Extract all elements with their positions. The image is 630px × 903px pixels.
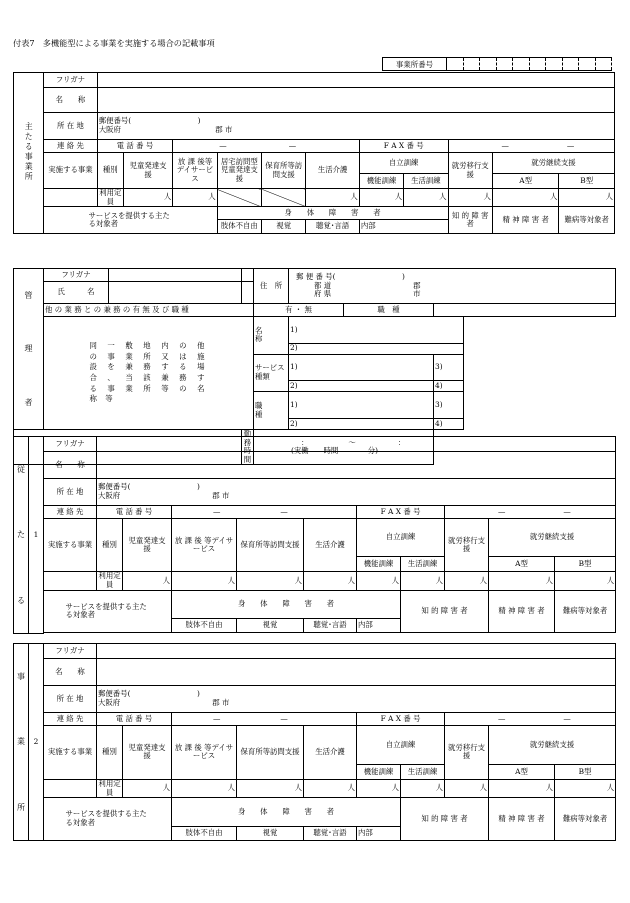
- service-life-training: 生活訓練: [401, 557, 445, 572]
- capacity-field[interactable]: 人: [445, 779, 489, 797]
- capacity-field[interactable]: 人: [555, 779, 616, 797]
- main-office-label: 主たる事業所: [14, 73, 44, 234]
- type-b-label: B型: [559, 174, 615, 189]
- capacity-field[interactable]: 人: [172, 572, 237, 590]
- service-life-training: 生活訓練: [401, 764, 445, 779]
- service-home-visit: 居宅訪問型児童発達支援: [217, 153, 261, 189]
- main-office-table: [13, 72, 615, 234]
- internal-label: 内部: [357, 619, 401, 633]
- service-work-continue: 就労継続支援: [489, 519, 616, 557]
- kind-label: 種別: [97, 153, 123, 189]
- intractable-label: 難病等対象者: [559, 207, 615, 234]
- name-field[interactable]: [97, 659, 616, 686]
- address-label: 所 在 地: [44, 479, 97, 506]
- service-life-care: 生活介護: [304, 726, 357, 780]
- work-hours-field[interactable]: ： ～ ：(実働 時間 分): [254, 430, 434, 465]
- service-life-care: 生活介護: [306, 153, 359, 189]
- name-field[interactable]: [97, 88, 614, 113]
- capacity-label: 利用定員: [98, 778, 121, 797]
- internal-label: 内部: [359, 220, 448, 234]
- target-label: サービスを提供する主たる対象者: [44, 798, 172, 841]
- concurrent-job-field[interactable]: 4): [434, 419, 464, 430]
- manager-furigana-field[interactable]: [109, 269, 242, 282]
- service-self-training: 自立訓練: [357, 726, 445, 765]
- capacity-field[interactable]: 人: [237, 572, 304, 590]
- service-nursery-visit: 保育所等訪問支援: [237, 519, 304, 572]
- name-field[interactable]: [97, 452, 616, 479]
- office-number-table: [382, 57, 612, 71]
- capacity-not-applicable: [262, 189, 306, 207]
- name-label: 名 称: [44, 659, 97, 686]
- capacity-field[interactable]: 人: [559, 189, 615, 207]
- furigana-field[interactable]: [97, 644, 616, 659]
- mental-label: 精 神 障 害 者: [489, 798, 555, 841]
- service-function-training: 機能訓練: [357, 764, 401, 779]
- service-child-development: 児童発達支 援: [123, 153, 172, 189]
- furigana-field[interactable]: [97, 73, 614, 88]
- manager-furigana-field[interactable]: [242, 269, 254, 282]
- furigana-field[interactable]: [97, 437, 616, 452]
- office-number-digit[interactable]: [529, 58, 546, 71]
- tel-field[interactable]: — —: [173, 140, 360, 153]
- vision-label: 視覚: [237, 827, 304, 841]
- capacity-field[interactable]: 人: [304, 779, 357, 797]
- office-number-label: 事業所番号: [383, 58, 447, 71]
- capacity-not-applicable: [217, 189, 261, 207]
- office-number-digit[interactable]: [496, 58, 513, 71]
- service-after-school: 放 課 後等デイサービス: [173, 153, 217, 189]
- sub-office-label: 従 た る: [14, 437, 29, 634]
- concurrent-label: 同 一 敷 地 内 の 他 の 事 業 所 又 は 施 設 を 兼 務 す る 場 合 、 当 該 兼 務 す る 事 業 所 等 の 名 称 等: [44, 317, 254, 430]
- fax-field[interactable]: — —: [448, 140, 614, 153]
- capacity-field[interactable]: 人: [123, 779, 172, 797]
- type-a-label: A型: [489, 764, 555, 779]
- capacity-field[interactable]: 人: [173, 189, 217, 207]
- capacity-field[interactable]: 人: [555, 572, 616, 590]
- type-b-label: B型: [555, 764, 616, 779]
- postal-code: 郵便番号( ): [98, 116, 201, 126]
- name-label: 名 称: [44, 452, 97, 479]
- service-work-transition: 就労移行支 援: [445, 519, 489, 572]
- sub-office-2-table: [13, 643, 616, 841]
- address-label: 所 在 地: [44, 686, 97, 713]
- manager-address-field[interactable]: 郵 便 番 号( ) 都 道 郡 府 県 市: [289, 269, 616, 304]
- implemented-business-label: 実施する事業: [44, 519, 97, 572]
- target-label: サービスを提供する主たる対象者: [44, 207, 217, 234]
- capacity-field[interactable]: 人: [401, 572, 445, 590]
- concurrent-name-label: 名 称: [254, 317, 289, 355]
- capacity-field[interactable]: 人: [445, 572, 489, 590]
- service-life-training: 生活訓練: [404, 174, 448, 189]
- target-label: サービスを提供する主たる対象者: [44, 590, 172, 632]
- concurrent-service-field[interactable]: 2): [289, 381, 434, 392]
- limb-label: 肢体不自由: [217, 220, 261, 234]
- physical-disability-label: 身 体 障 害 者: [217, 207, 448, 220]
- page-title: 付表7 多機能型による事業を実施する場合の記載事項: [13, 38, 215, 48]
- service-after-school: 放 課 後 等デイサービス: [172, 726, 237, 780]
- furigana-label: フリガナ: [44, 73, 97, 88]
- tel-field[interactable]: — —: [172, 713, 357, 726]
- city-label: 郡 市: [215, 125, 233, 134]
- prefecture: 大阪府: [98, 125, 121, 134]
- tel-label: 電 話 番 号: [97, 140, 173, 153]
- intellectual-label: 知 的 障 害 者: [401, 798, 489, 841]
- concurrent-name-field[interactable]: 1): [289, 317, 464, 344]
- intellectual-label: 知 的 障 害 者: [448, 207, 492, 234]
- intractable-label: 難病等対象者: [555, 798, 616, 841]
- concurrent-service-field[interactable]: 1): [289, 354, 434, 381]
- address-label: 所 在 地: [44, 113, 97, 140]
- hearing-label: 聴覚･言語: [306, 220, 359, 234]
- address-field[interactable]: 郵便番号( ) 大阪府 郡 市: [97, 686, 616, 713]
- capacity-field[interactable]: 人: [489, 572, 555, 590]
- capacity-field[interactable]: 人: [306, 189, 359, 207]
- capacity-field[interactable]: 人: [357, 572, 401, 590]
- office-number-digit[interactable]: [546, 58, 563, 71]
- office-number-digit[interactable]: [513, 58, 530, 71]
- fax-label: F A X 番 号: [359, 140, 448, 153]
- limb-label: 肢体不自由: [172, 619, 237, 633]
- service-work-continue: 就労継続支援: [489, 726, 616, 765]
- concurrent-service-label: サービス種類: [254, 354, 289, 392]
- capacity-field[interactable]: 人: [357, 779, 401, 797]
- concurrent-job-field[interactable]: 1): [289, 392, 434, 419]
- capacity-field[interactable]: 人: [489, 779, 555, 797]
- sub-office-number: 1: [29, 437, 44, 634]
- office-number-digit[interactable]: [463, 58, 480, 71]
- service-self-training: 自立訓練: [357, 519, 445, 557]
- service-function-training: 機能訓練: [357, 557, 401, 572]
- capacity-field[interactable]: 人: [401, 779, 445, 797]
- residence-label: 住 所: [254, 269, 289, 304]
- capacity-field[interactable]: 人: [123, 572, 172, 590]
- concurrent-job-field[interactable]: 2): [289, 419, 434, 430]
- contact-label: 連 絡 先: [44, 713, 97, 726]
- concurrent-service-field[interactable]: 3): [434, 354, 464, 381]
- other-duty-label: 他 の 業 務 と の 兼 務 の 有 無 及 び 職 種: [44, 304, 254, 317]
- office-number-digit[interactable]: [480, 58, 497, 71]
- office-number-digit[interactable]: [562, 58, 579, 71]
- physical-disability-label: 身 体 障 害 者: [172, 798, 401, 827]
- tel-label: 電 話 番 号: [97, 506, 172, 519]
- internal-label: 内部: [357, 827, 401, 841]
- address-field[interactable]: 郵便番号( ) 大阪府 郡 市: [97, 479, 616, 506]
- capacity-field[interactable]: 人: [404, 189, 448, 207]
- implemented-business-label: 実施する事業: [44, 726, 97, 780]
- manager-name-field[interactable]: [109, 282, 242, 304]
- hearing-label: 聴覚･言語: [304, 827, 357, 841]
- furigana-label: フリガナ: [44, 269, 109, 282]
- manager-name-label: 氏 名: [44, 282, 109, 304]
- capacity-field[interactable]: 人: [123, 189, 172, 207]
- service-after-school: 放 課 後 等デイサービス: [172, 519, 237, 572]
- office-number-digit[interactable]: [447, 58, 464, 71]
- work-hours-label: 勤 務 時 間: [242, 430, 254, 465]
- address-field[interactable]: [97, 113, 614, 140]
- hearing-label: 聴覚･言語: [304, 619, 357, 633]
- service-child-development: 児童発達支 援: [123, 519, 172, 572]
- concurrent-job-label: 職 種: [254, 392, 289, 430]
- sub-office-label-cont: 事 業 所: [14, 644, 29, 841]
- contact-label: 連 絡 先: [44, 506, 97, 519]
- concurrent-job-field[interactable]: 3): [434, 392, 464, 419]
- limb-label: 肢体不自由: [172, 827, 237, 841]
- service-work-transition: 就労移行支 援: [448, 153, 492, 189]
- capacity-field[interactable]: 人: [448, 189, 492, 207]
- capacity-field[interactable]: 人: [172, 779, 237, 797]
- tel-label: 電 話 番 号: [97, 713, 172, 726]
- manager-label: 管 理 者: [14, 269, 44, 430]
- fax-label: F A X 番 号: [357, 713, 445, 726]
- service-life-care: 生活介護: [304, 519, 357, 572]
- yes-no-field[interactable]: 有 ・ 無: [254, 304, 344, 317]
- capacity-label: 利用定員: [97, 189, 123, 207]
- fax-field[interactable]: — —: [445, 713, 616, 726]
- concurrent-service-field[interactable]: 4): [434, 381, 464, 392]
- furigana-label: フリガナ: [44, 644, 97, 659]
- sub-office-1-table: [13, 436, 616, 634]
- service-work-transition: 就労移行支 援: [445, 726, 489, 780]
- service-nursery-visit: 保育所等訪問支援: [262, 153, 306, 189]
- office-number-digit[interactable]: [579, 58, 596, 71]
- occupation-label: 職 種: [344, 304, 434, 317]
- service-work-continue: 就労継続支援: [492, 153, 614, 174]
- intractable-label: 難病等対象者: [555, 590, 616, 632]
- service-child-development: 児童発達支 援: [123, 726, 172, 780]
- office-number-digit[interactable]: [595, 58, 612, 71]
- capacity-label: 利用定員: [98, 571, 121, 589]
- capacity-field[interactable]: 人: [492, 189, 559, 207]
- kind-label: 種別: [97, 726, 123, 780]
- implemented-business-label: 実施する事業: [44, 153, 97, 189]
- type-a-label: A型: [489, 557, 555, 572]
- tel-field[interactable]: — —: [172, 506, 357, 519]
- vision-label: 視覚: [262, 220, 306, 234]
- mental-label: 精 神 障 害 者: [492, 207, 559, 234]
- service-function-training: 機能訓練: [359, 174, 403, 189]
- manager-name-field[interactable]: [242, 282, 254, 304]
- fax-field[interactable]: — —: [445, 506, 616, 519]
- contact-label: 連 絡 先: [44, 140, 97, 153]
- capacity-field[interactable]: 人: [359, 189, 403, 207]
- sub-office-number: 2: [29, 644, 44, 841]
- service-nursery-visit: 保育所等訪問支援: [237, 726, 304, 780]
- kind-label: 種別: [97, 519, 123, 572]
- name-label: 名 称: [44, 88, 97, 113]
- capacity-field[interactable]: 人: [304, 572, 357, 590]
- concurrent-name-field[interactable]: 2): [289, 343, 464, 354]
- type-a-label: A型: [492, 174, 559, 189]
- fax-label: F A X 番 号: [357, 506, 445, 519]
- physical-disability-label: 身 体 障 害 者: [172, 590, 401, 618]
- furigana-label: フリガナ: [44, 437, 97, 452]
- mental-label: 精 神 障 害 者: [489, 590, 555, 632]
- service-self-training: 自立訓練: [359, 153, 448, 174]
- type-b-label: B型: [555, 557, 616, 572]
- occupation-field[interactable]: [434, 304, 616, 317]
- vision-label: 視覚: [237, 619, 304, 633]
- intellectual-label: 知 的 障 害 者: [401, 590, 489, 632]
- capacity-field[interactable]: 人: [237, 779, 304, 797]
